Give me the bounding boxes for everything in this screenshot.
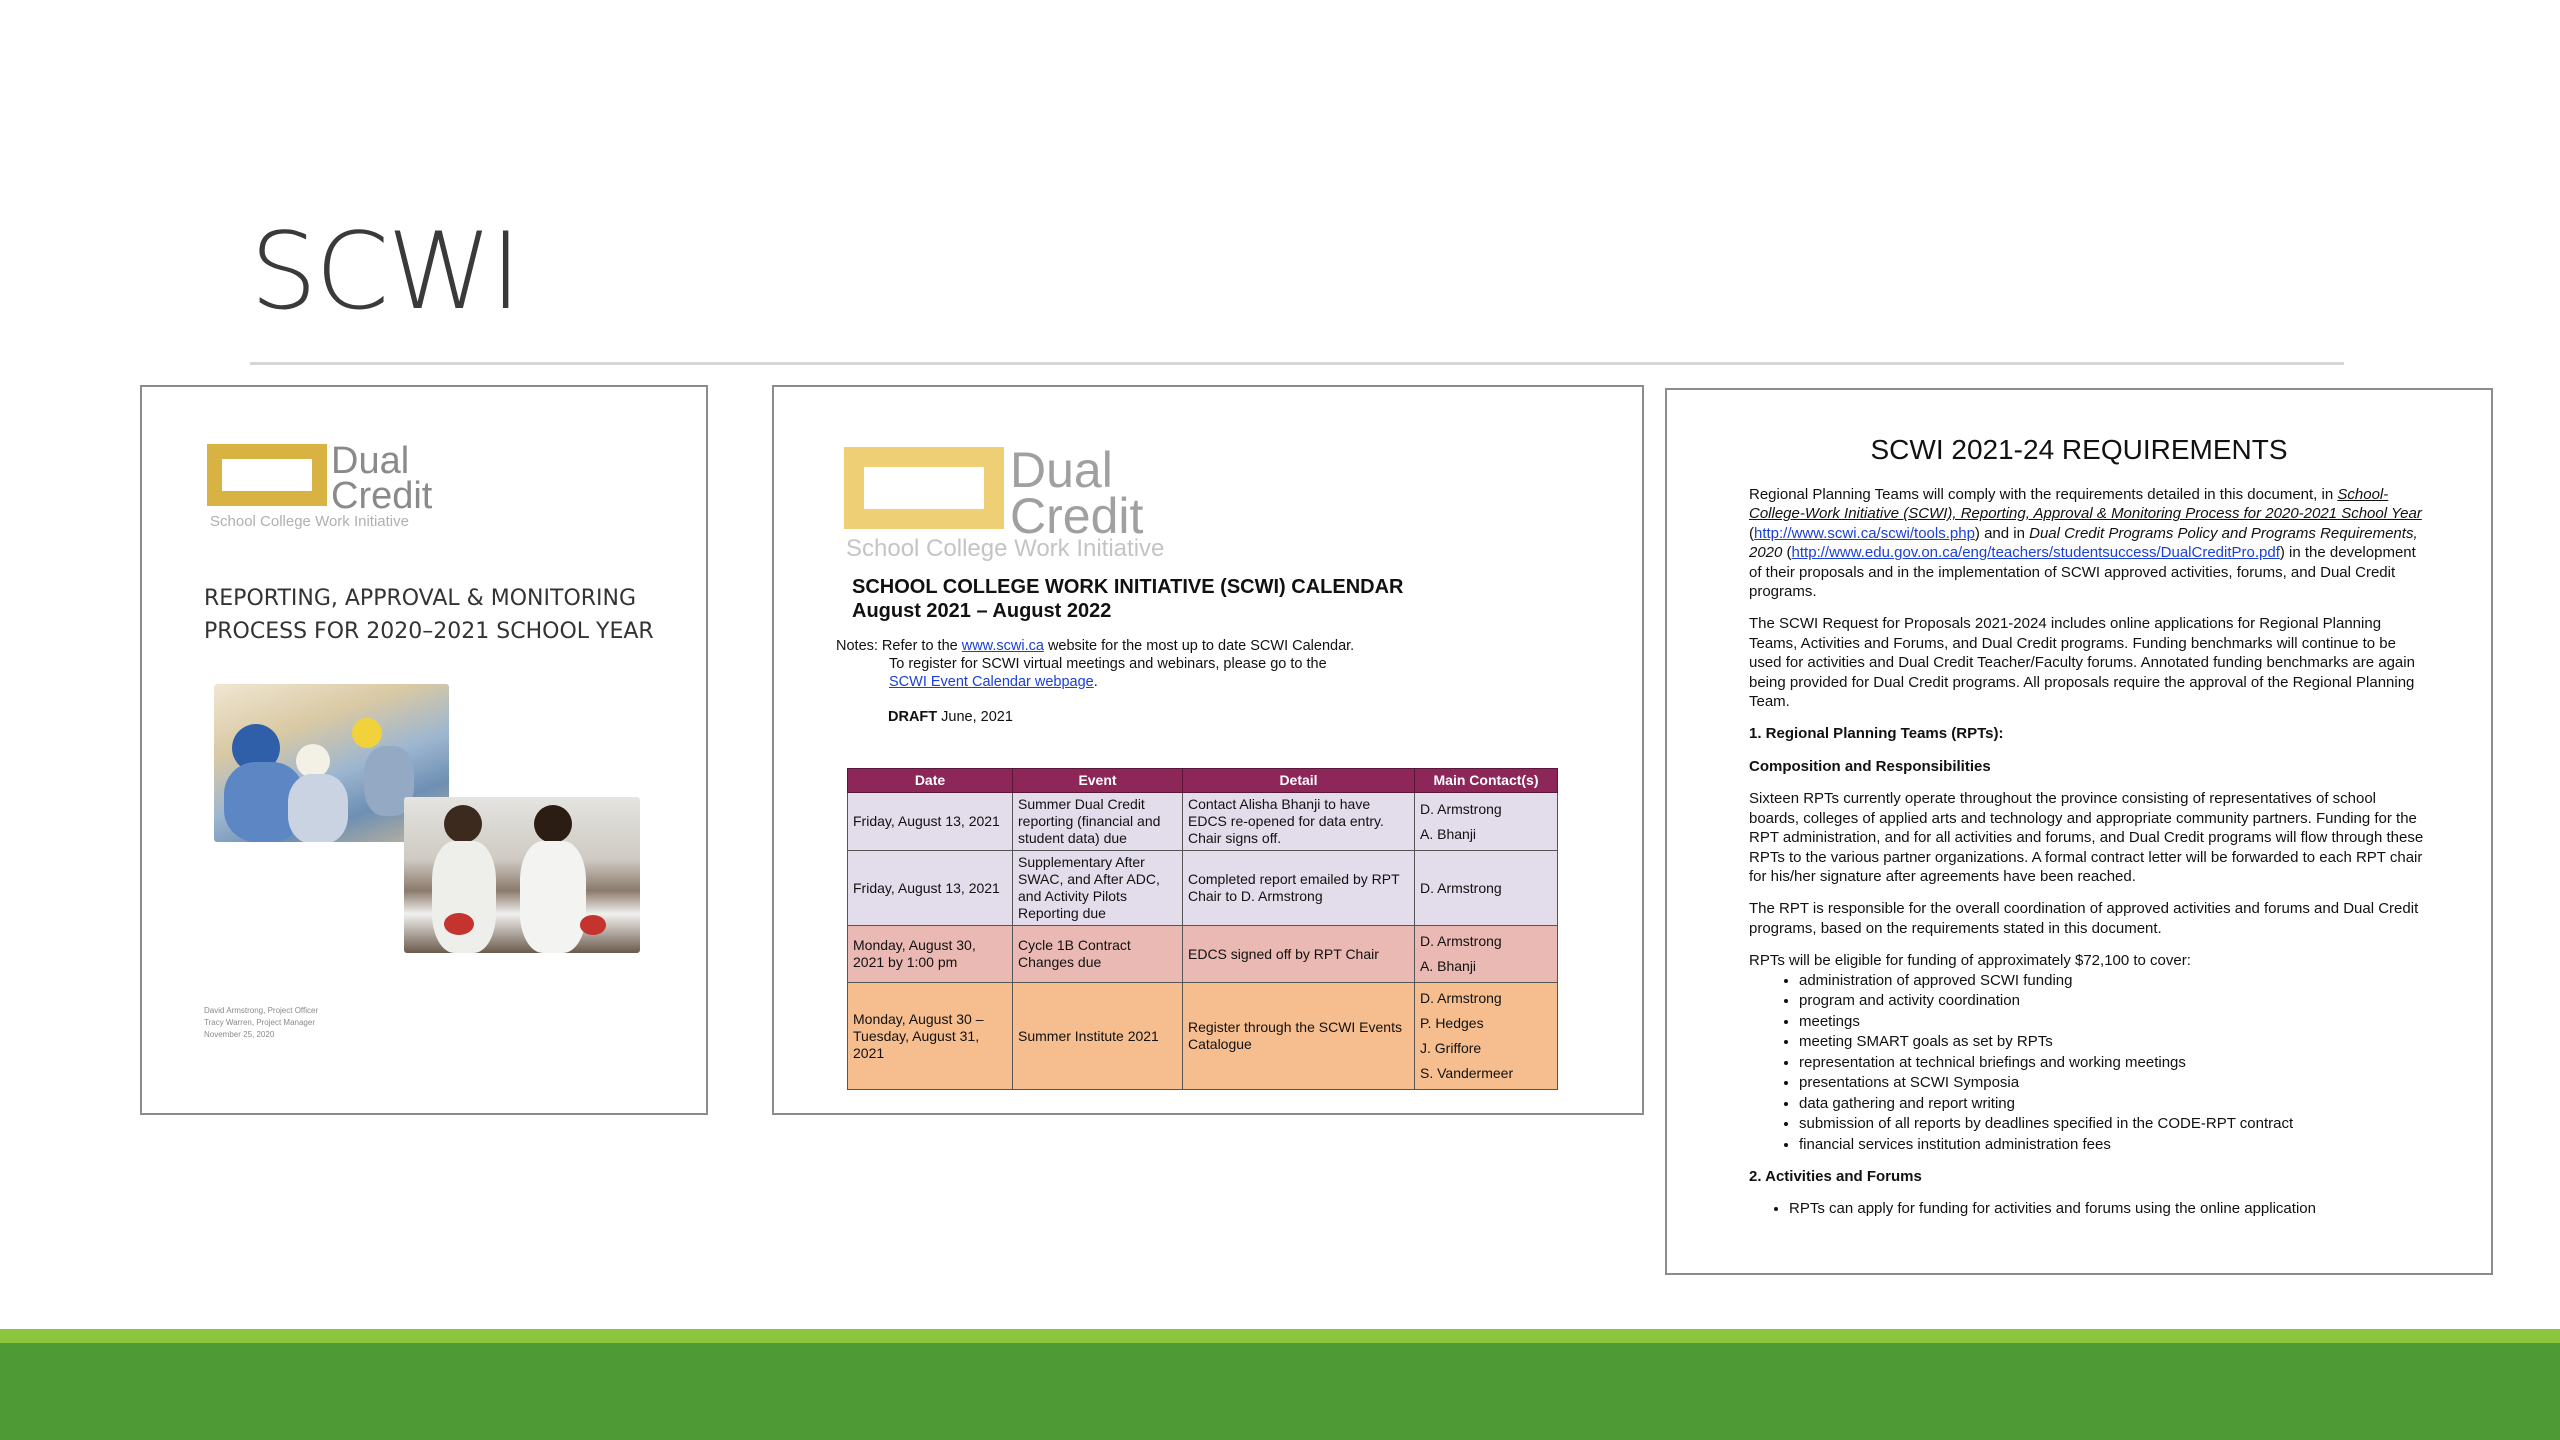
cell-detail: Completed report emailed by RPT Chair to D. Armstrong	[1183, 851, 1415, 926]
calendar-title-line1: SCHOOL COLLEGE WORK INITIATIVE (SCWI) CALENDAR	[852, 576, 1404, 598]
notes-prefix: Notes: Refer to the	[836, 638, 962, 654]
list-item: • program and activity coordination	[1799, 991, 2429, 1012]
report-date: November 25, 2020	[204, 1030, 275, 1039]
table-row	[848, 926, 1558, 983]
requirements-body	[1749, 485, 2429, 1232]
logo-word-dual: Dual	[331, 440, 410, 482]
logo-word-credit: Credit	[1010, 488, 1144, 544]
dual-credit-logo-mark	[207, 444, 327, 506]
column-header-contacts: Main Contact(s)	[1415, 769, 1558, 793]
dual-credit-logo-mark	[844, 447, 1004, 529]
notes-line-2: To register for SCWI virtual meetings and webinars, please go to the	[889, 656, 1327, 672]
notes-suffix: website for the most up to date SCWI Calendar.	[1043, 638, 1355, 654]
cell-contacts	[1415, 983, 1558, 1090]
title-divider	[250, 362, 2344, 365]
cell-event: Summer Institute 2021	[1013, 983, 1183, 1090]
footer-bar	[0, 1343, 2560, 1440]
author-line-2: Tracy Warren, Project Manager	[204, 1018, 315, 1027]
contact-name: A. Bhanji	[1420, 825, 1477, 842]
paragraph-5: RPTs will be eligible for funding of approximately $72,100 to cover:	[1749, 952, 2191, 970]
cell-date: Monday, August 30, 2021 by 1:00 pm	[848, 926, 1013, 983]
contact-name: J. Griffore	[1420, 1040, 1482, 1056]
cell-detail: EDCS signed off by RPT Chair	[1183, 926, 1415, 983]
p1-text-3: ) in the development of their proposals and in the implementation of SCWI approved activities, forums, and Dual Credit programs.	[1749, 544, 2416, 601]
paragraph-1	[1749, 485, 2429, 601]
cell-date: Monday, August 30 – Tuesday, August 31, 2021	[848, 983, 1013, 1090]
notes-period: .	[1093, 674, 1098, 690]
calendar-title	[852, 575, 1403, 623]
cell-detail: Register through the SCWI Events Catalogue	[1183, 983, 1415, 1090]
contact-name: D. Armstrong	[1420, 933, 1502, 949]
activities-list	[1749, 1199, 2429, 1220]
paragraph-4: The RPT is responsible for the overall coordination of approved activities and forums and Dual Credit programs, based on the requirements stated in this document.	[1749, 900, 2419, 937]
list-item: • representation at technical briefings and working meetings	[1799, 1053, 2429, 1074]
logo-word-dual: Dual	[1010, 442, 1113, 498]
calendar-notes	[836, 637, 1354, 691]
cell-contacts	[1415, 851, 1558, 926]
author-line-1: David Armstrong, Project Officer	[204, 1006, 319, 1015]
dual-credit-logo	[207, 440, 433, 517]
p1-paren-2: (	[1782, 544, 1792, 562]
calendar-table	[847, 768, 1558, 1090]
column-header-detail: Detail	[1183, 769, 1415, 793]
list-item: • RPTs can apply for funding for activities and forums using the online application	[1789, 1199, 2429, 1220]
list-item: • meetings	[1799, 1012, 2429, 1033]
section-heading-activities: 2. Activities and Forums	[1749, 1168, 1922, 1186]
contact-name: D. Armstrong	[1420, 990, 1502, 1006]
list-item: • data gathering and report writing	[1799, 1094, 2429, 1115]
contact-name: D. Armstrong	[1420, 800, 1502, 817]
column-header-date: Date	[848, 769, 1013, 793]
cell-event: Cycle 1B Contract Changes due	[1013, 926, 1183, 983]
funding-list	[1749, 971, 2429, 1156]
students-lab-photo	[404, 797, 640, 953]
scwi-website-link[interactable]: www.scwi.ca	[961, 638, 1044, 654]
p1-paren: (	[1749, 524, 1754, 542]
table-row	[848, 793, 1558, 851]
table-row	[848, 983, 1558, 1090]
dual-credit-pdf-link[interactable]: http://www.edu.gov.on.ca/eng/teachers/studentsuccess/DualCreditPro.pdf	[1791, 544, 2280, 562]
paragraph-3: Sixteen RPTs currently operate throughout the province consisting of representatives of school boards, colleges of applied arts and technology and appropriate community partners. Funding for the RPT administration, and for all activities and forums, and Dual Credit programs will flow through these RPTs to the various partner organizations. A formal contract letter will be forwarded to each RPT chair for his/her signature after agreements have been reached.	[1749, 790, 2424, 885]
report-cover-thumbnail	[140, 385, 708, 1115]
cell-event: Summer Dual Credit reporting (financial and student data) due	[1013, 793, 1183, 851]
footer-accent-bar	[0, 1329, 2560, 1343]
report-heading-line2: PROCESS FOR 2020–2021 SCHOOL YEAR	[204, 619, 654, 644]
p1-text: Regional Planning Teams will comply with the requirements detailed in this document, in	[1749, 486, 2338, 503]
cell-date: Friday, August 13, 2021	[848, 851, 1013, 926]
table-row	[848, 851, 1558, 926]
subheading-composition: Composition and Responsibilities	[1749, 757, 1991, 775]
cell-contacts	[1415, 926, 1558, 983]
list-item: • presentations at SCWI Symposia	[1799, 1073, 2429, 1094]
report-authors	[204, 1005, 318, 1041]
column-header-event: Event	[1013, 769, 1183, 793]
requirements-document-thumbnail	[1665, 388, 2493, 1275]
cell-date: Friday, August 13, 2021	[848, 793, 1013, 851]
dual-credit-logo	[844, 442, 1144, 544]
logo-subtitle: School College Work Initiative	[210, 513, 409, 530]
logo-word-credit: Credit	[331, 474, 433, 517]
p1-doc-title: School-College-Work Initiative (SCWI), Reporting, Approval & Monitoring Process for 2020-2021 School Year	[1749, 486, 2422, 523]
report-heading-line1: REPORTING, APPROVAL & MONITORING	[204, 586, 637, 611]
cell-event: Supplementary After SWAC, and After ADC, and Activity Pilots Reporting due	[1013, 851, 1183, 926]
cell-detail: Contact Alisha Bhanji to have EDCS re-opened for data entry. Chair signs off.	[1183, 793, 1415, 851]
contact-name: S. Vandermeer	[1420, 1065, 1514, 1081]
list-item: • meeting SMART goals as set by RPTs	[1799, 1032, 2429, 1053]
event-calendar-link[interactable]: SCWI Event Calendar webpage	[889, 674, 1094, 690]
slide-title: SCWI	[250, 210, 520, 333]
report-heading	[204, 582, 674, 648]
logo-subtitle: School College Work Initiative	[846, 535, 1165, 562]
table-header-row	[848, 769, 1558, 793]
p1-policy-title: Dual Credit Programs Policy and Programs Requirements, 2020	[1749, 524, 2418, 562]
scwi-calendar-thumbnail	[772, 385, 1644, 1115]
list-item: • financial services institution administration fees	[1799, 1135, 2429, 1156]
requirements-heading: SCWI 2021-24 REQUIREMENTS	[1870, 434, 2288, 465]
list-item: • administration of approved SCWI funding	[1799, 971, 2429, 992]
list-item: • submission of all reports by deadlines specified in the CODE-RPT contract	[1799, 1114, 2429, 1135]
contact-name: D. Armstrong	[1420, 879, 1502, 896]
p1-text-2: ) and in	[1974, 524, 2030, 542]
paragraph-2: The SCWI Request for Proposals 2021-2024 includes online applications for Regional Planning Teams, Activities and Forums, and Dual Credit programs. Funding benchmarks will continue to be used for activities and Dual Credit Teacher/Faculty forums. Annotated funding benchmarks are again being provided for Dual Credit programs. All proposals require the approval of the Regional Planning Team.	[1749, 615, 2415, 711]
contact-name: A. Bhanji	[1420, 958, 1477, 974]
draft-label	[888, 709, 1013, 725]
section-heading-rpt: 1. Regional Planning Teams (RPTs):	[1749, 725, 2004, 743]
draft-date: June, 2021	[937, 709, 1013, 725]
contact-name: P. Hedges	[1420, 1015, 1484, 1031]
scwi-tools-link[interactable]: http://www.scwi.ca/scwi/tools.php	[1754, 524, 1975, 542]
cell-contacts	[1415, 793, 1558, 851]
calendar-title-line2: August 2021 – August 2022	[852, 600, 1112, 622]
draft-word: DRAFT	[888, 709, 938, 725]
